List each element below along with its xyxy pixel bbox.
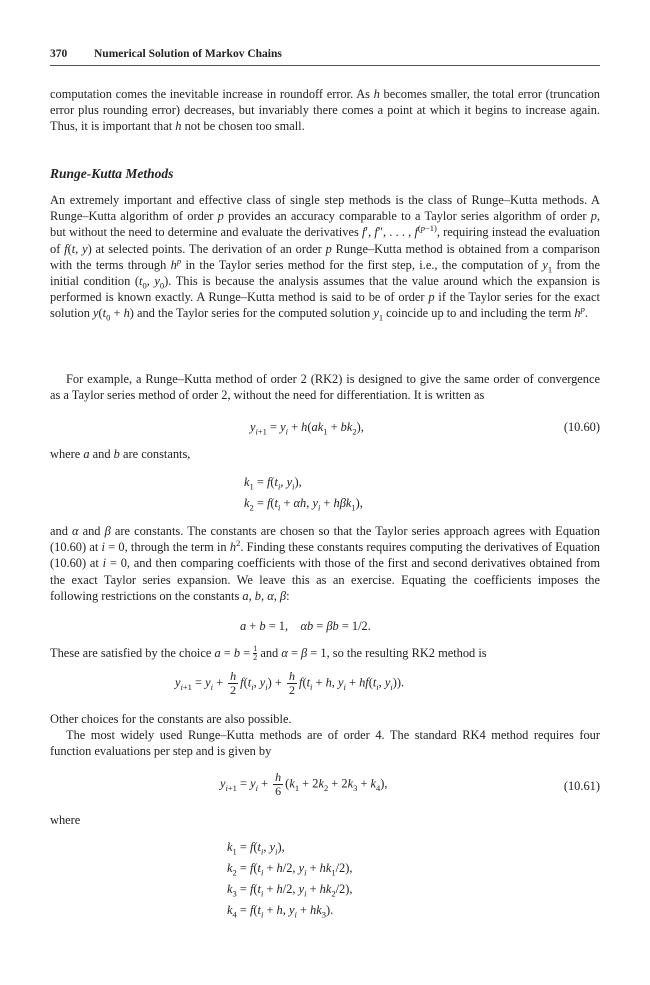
paragraph-rk-intro: An extremely important and effective class of single step methods is the class of Runge–Kutta methods. A Runge–Kutta algorithm of order p provides an accuracy comparable to a Taylor series algorithm of order p, but without the need to determine and evaluate the derivatives f′, f″, . . . , $f^{(p-1)}$, requiring instead the evaluation of f(t, y) at selected points. The derivation of an order p Runge–Kutta method is obtained from a comparison with the terms through $h^p$ in the Taylor series method for the first step, i.e., the computation of $y_1$ from the initial condition ($t_0$, $y_0$). This is because the analysis assumes that the value around which the expansion is performed is known exactly. A Runge–Kutta method is said to be of order p if the Taylor series for the exact solution $y(t_0 + h)$ and the Taylor series for the computed solution $y_1$ coincide up to and including the term $h^p$. bbox=[50, 193, 601, 323]
section-title: Runge-Kutta Methods bbox=[50, 166, 174, 181]
paragraph-constants: and α and β are constants. The constants are chosen so that the Taylor series approach agrees with Equation (10.60) at i = 0, through the term in $h^2$. Finding these constants requires computing the derivatives of Equation (10.60) at i = 0, and then comparing coefficients with those of the first and second derivatives obtained from the exact Taylor series expansion. We leave this as an exercise. Equating the coefficients imposes the following restrictions on the constants a, b, α, β: bbox=[50, 524, 600, 603]
text-other-choices: Other choices for the constants are also possible. bbox=[50, 712, 292, 726]
paragraph-roundoff: computation comes the inevitable increase in roundoff error. As h becomes smaller, the total error (truncation error plus rounding error) decreases, but invariably there comes a point at which it begins to increase again. Thus, it is important that h not be chosen too small. bbox=[50, 87, 600, 134]
equation-number: (10.61) bbox=[563, 779, 600, 793]
text-choice: These are satisfied by the choice a = b = $\frac{1}{2}$ and α = β = 1, so the resulting RK2 method is bbox=[50, 644, 487, 662]
equation-number: (10.60) bbox=[563, 420, 600, 434]
paragraph-rk4: The most widely used Runge–Kutta methods are of order 4. The standard RK4 method requires four function evaluations per step and is given by bbox=[50, 728, 600, 759]
text-where-ab: where a and b are constants, bbox=[50, 447, 191, 461]
page-number: 370 bbox=[50, 48, 68, 60]
running-title: Numerical Solution of Markov Chains bbox=[94, 48, 282, 60]
paragraph-rk2-example: For example, a Runge–Kutta method of order 2 (RK2) is designed to give the same order of convergence as a Taylor series method of order 2, without the need for differentiation. It is written as bbox=[50, 372, 600, 403]
text-where: where bbox=[50, 813, 81, 827]
running-header bbox=[50, 48, 600, 66]
